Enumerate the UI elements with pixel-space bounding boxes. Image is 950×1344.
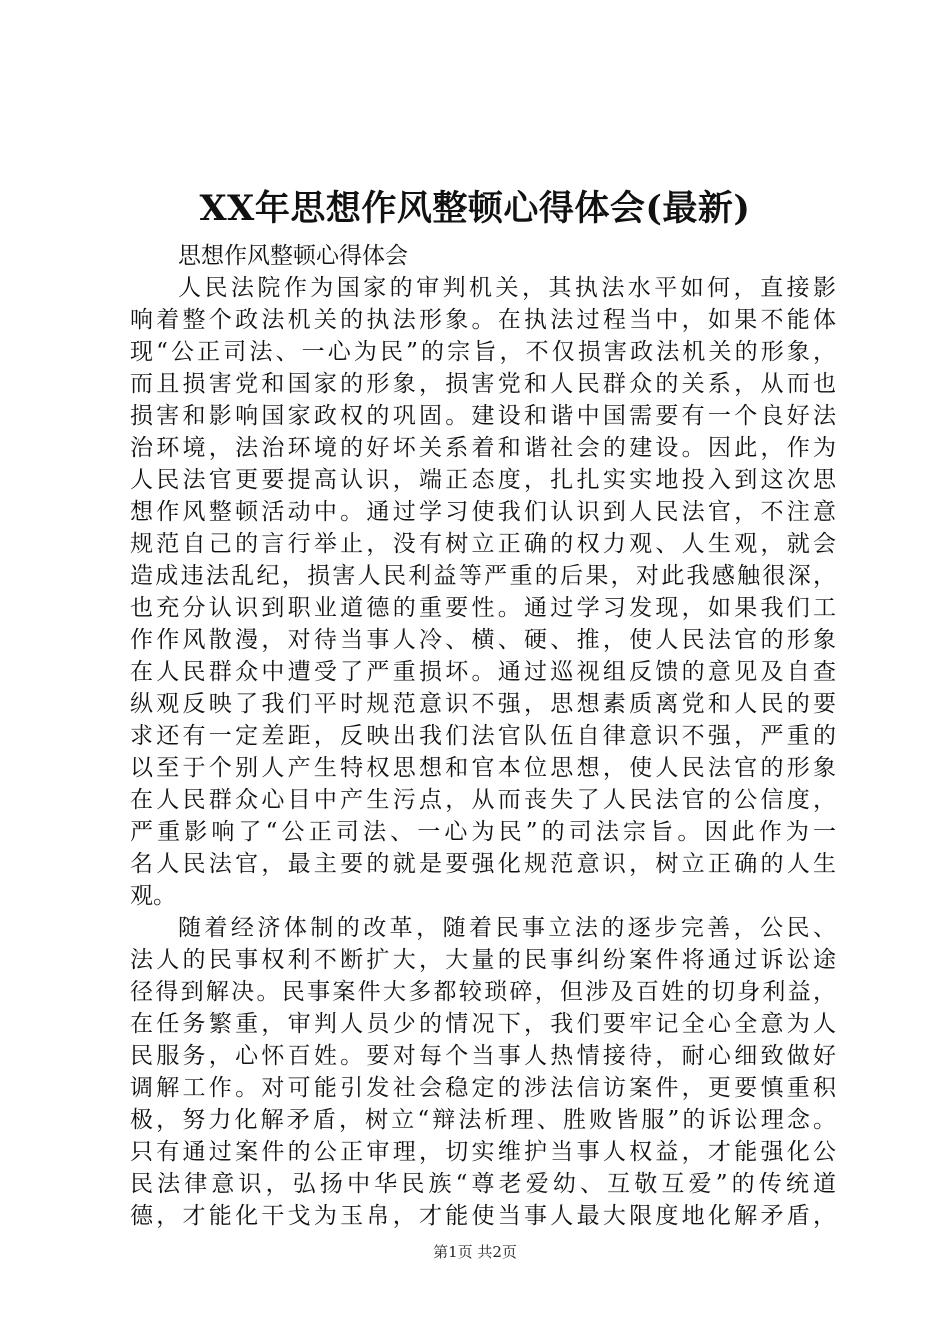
text-line: 而且损害党和国家的形象，损害党和人民群众的关系，从而也 <box>130 371 836 397</box>
text-line: 随着经济体制的改革，随着民事立法的逐步完善，公民、 <box>178 915 836 941</box>
text-line: 作作风散漫，对待当事人冷、横、硬、推，使人民法官的形象 <box>130 627 836 653</box>
text-line: 规范自己的言行举止，没有树立正确的权力观、人生观，就会 <box>130 531 836 557</box>
text-line: 造成违法乱纪，损害人民利益等严重的后果，对此我感触很深， <box>130 563 836 589</box>
text-line: 响着整个政法机关的执法形象。在执法过程当中，如果不能体 <box>130 307 836 333</box>
text-line: 径得到解决。民事案件大多都较琐碎，但涉及百姓的切身利益， <box>130 979 836 1005</box>
text-line: 只有通过案件的公正审理，切实维护当事人权益，才能强化公 <box>130 1139 836 1165</box>
text-line: 调解工作。对可能引发社会稳定的涉法信访案件，更要慎重积 <box>130 1075 836 1101</box>
text-line: 纵观反映了我们平时规范意识不强，思想素质离党和人民的要 <box>130 691 836 717</box>
text-line: 名人民法官，最主要的就是要强化规范意识，树立正确的人生 <box>130 851 836 877</box>
text-line: 观。 <box>130 883 176 909</box>
text-line: 民法律意识，弘扬中华民族“尊老爱幼、互敬互爱”的传统道 <box>130 1171 836 1197</box>
text-line: 也充分认识到职业道德的重要性。通过学习发现，如果我们工 <box>130 595 836 621</box>
text-line: 现“公正司法、一心为民”的宗旨，不仅损害政法机关的形象， <box>130 339 836 365</box>
text-line: 极，努力化解矛盾，树立“辩法析理、胜败皆服”的诉讼理念。 <box>130 1107 836 1133</box>
text-line: 想作风整顿活动中。通过学习使我们认识到人民法官，不注意 <box>130 499 836 525</box>
text-line: 严重影响了“公正司法、一心为民”的司法宗旨。因此作为一 <box>130 819 836 845</box>
text-line: 民服务，心怀百姓。要对每个当事人热情接待，耐心细致做好 <box>130 1043 836 1069</box>
page-footer: 第1页 共2页 <box>433 1243 517 1261</box>
text-line: 人民法官更要提高认识，端正态度，扎扎实实地投入到这次思 <box>130 467 836 493</box>
text-line: 在人民群众中遭受了严重损坏。通过巡视组反馈的意见及自查 <box>130 659 836 685</box>
subtitle-line: 思想作风整顿心得体会 <box>178 243 408 269</box>
text-line: 人民法院作为国家的审判机关，其执法水平如何，直接影 <box>178 275 836 301</box>
text-line: 在人民群众心目中产生污点，从而丧失了人民法官的公信度， <box>130 787 836 813</box>
text-line: 在任务繁重，审判人员少的情况下，我们要牢记全心全意为人 <box>130 1011 836 1037</box>
text-line: 德，才能化干戈为玉帛，才能使当事人最大限度地化解矛盾， <box>130 1203 836 1229</box>
page-title: XX年思想作风整顿心得体会(最新) <box>199 188 751 229</box>
text-line: 治环境，法治环境的好坏关系着和谐社会的建设。因此，作为 <box>130 435 836 461</box>
text-line: 以至于个别人产生特权思想和官本位思想，使人民法官的形象 <box>130 755 836 781</box>
text-line: 法人的民事权利不断扩大，大量的民事纠纷案件将通过诉讼途 <box>130 947 836 973</box>
text-line: 损害和影响国家政权的巩固。建设和谐中国需要有一个良好法 <box>130 403 836 429</box>
document-body <box>130 240 836 1232</box>
text-line: 求还有一定差距，反映出我们法官队伍自律意识不强，严重的 <box>130 723 836 749</box>
